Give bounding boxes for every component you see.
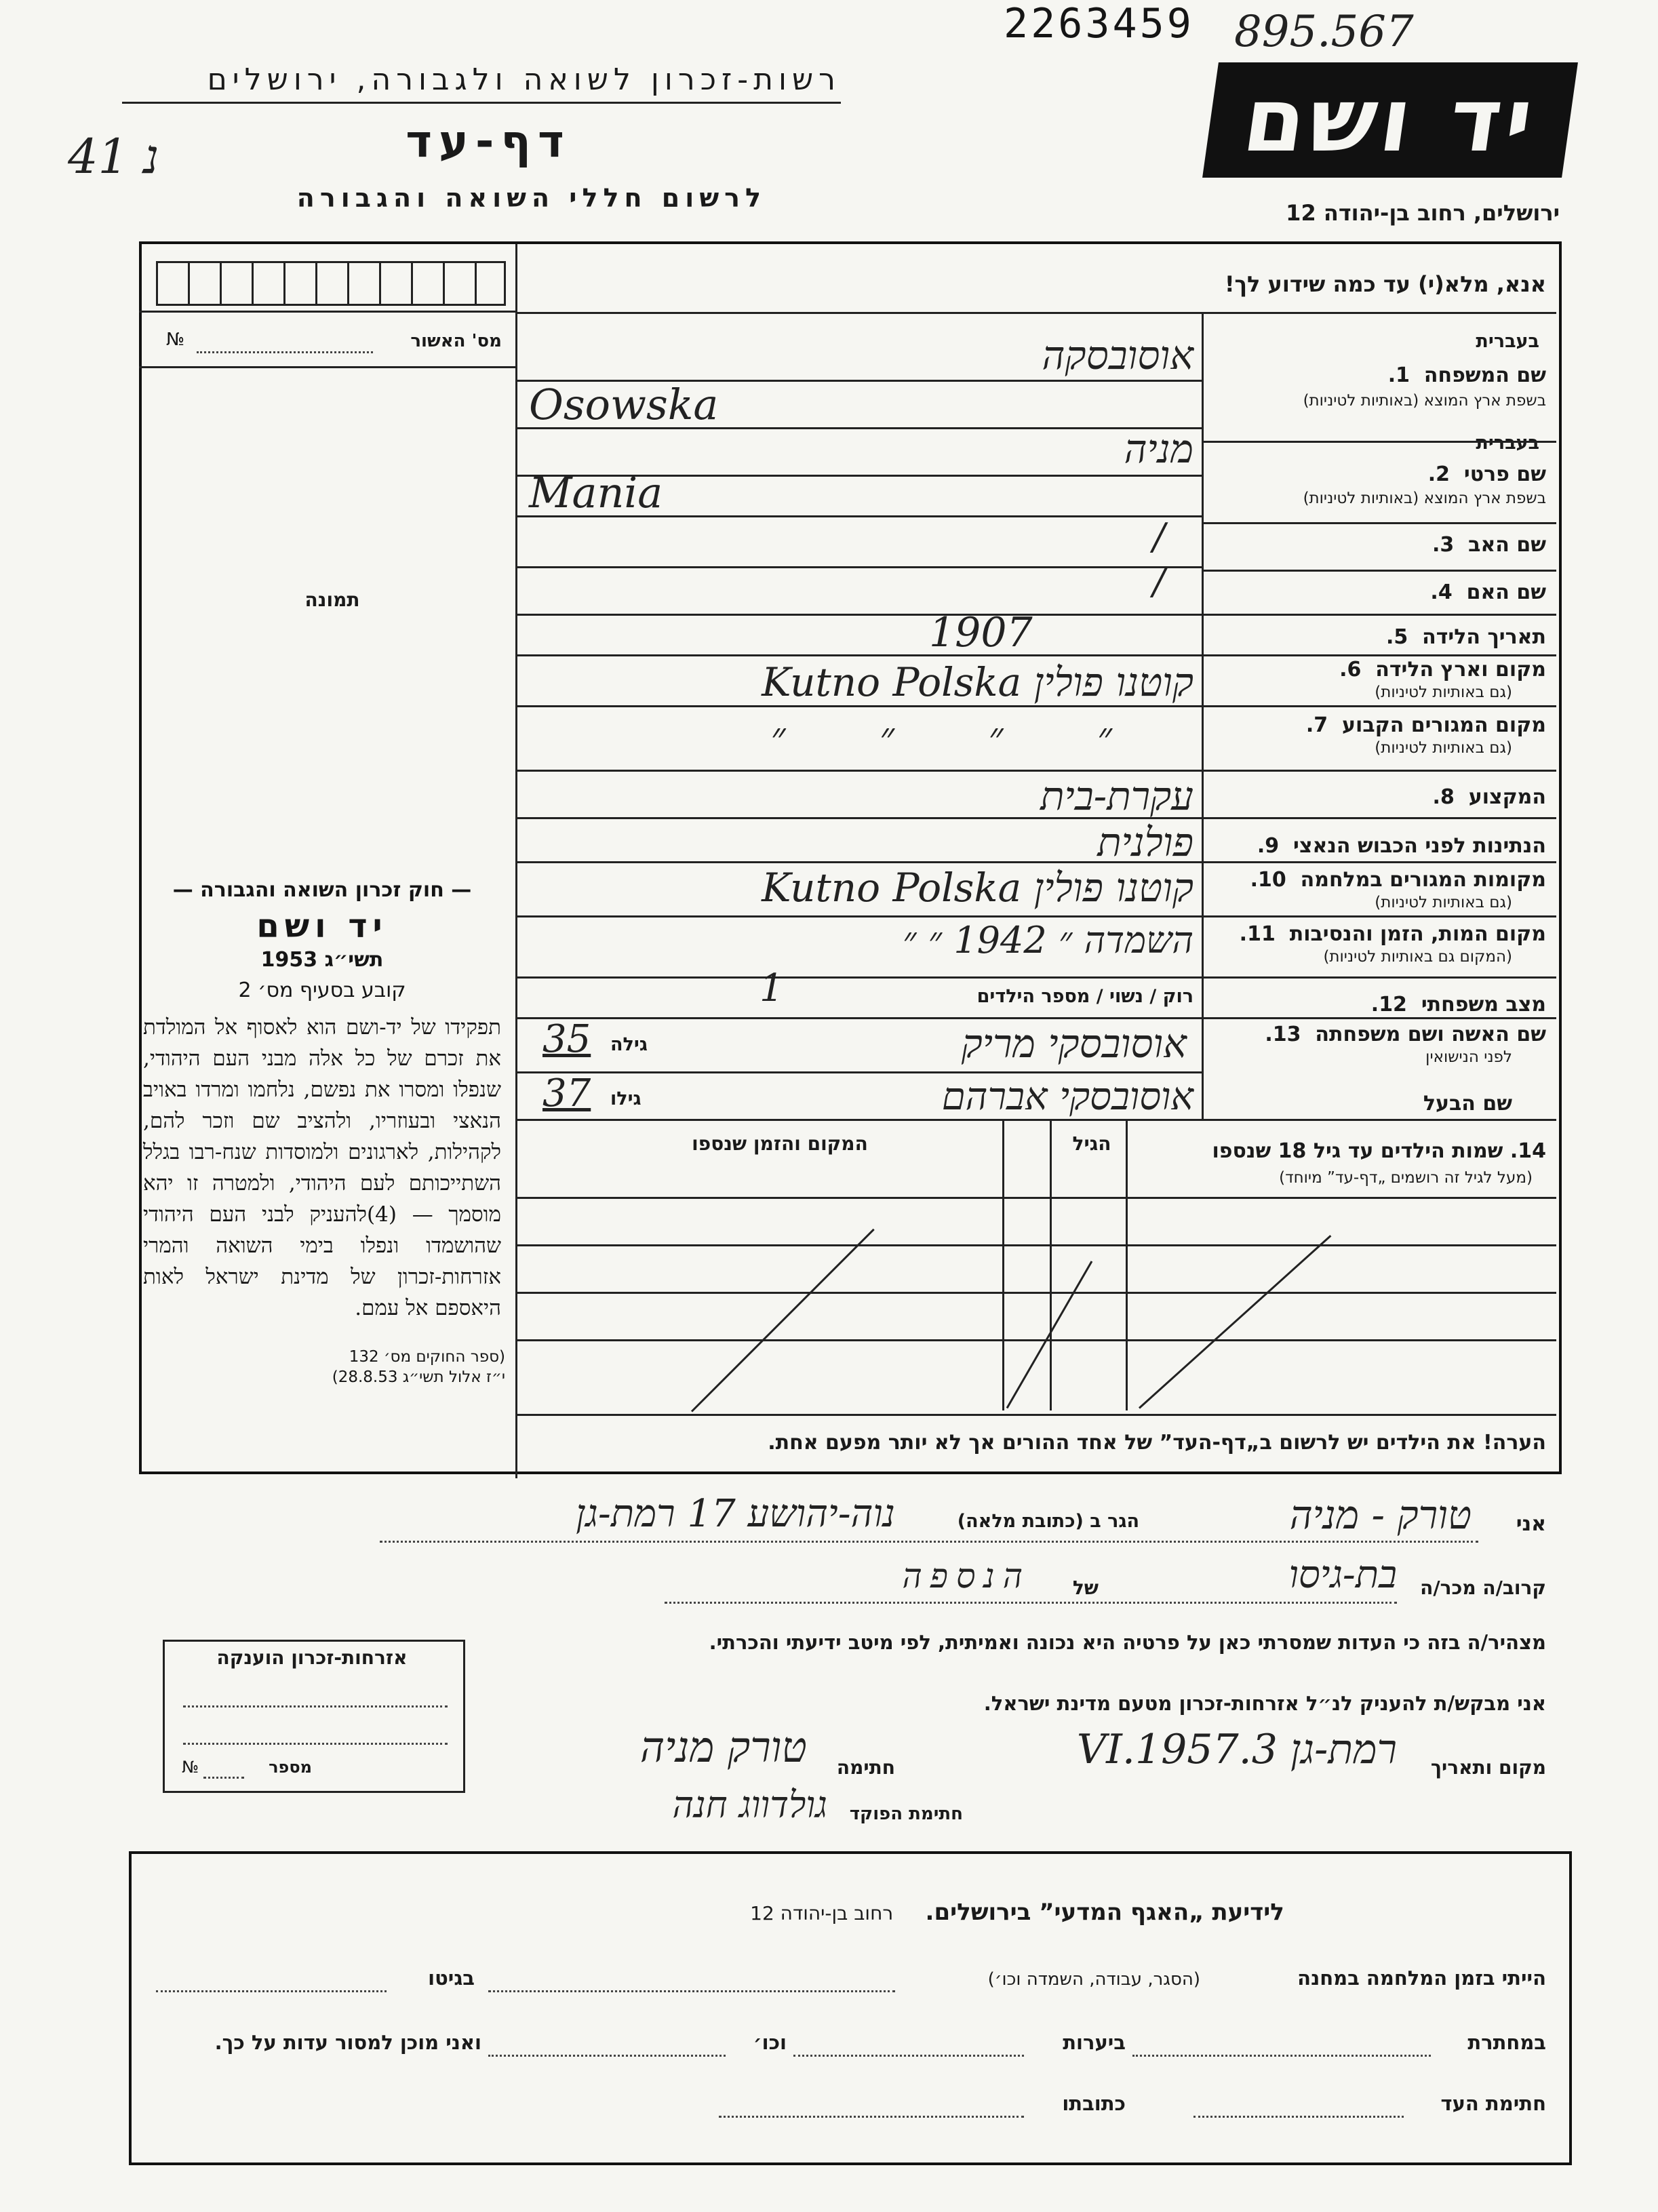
law-text-box <box>139 878 505 1482</box>
field-1-value-latin[interactable]: Osowska <box>529 380 719 429</box>
handwritten-margin-note: נ 41 <box>68 129 159 184</box>
law-source-date: י״ז אלול תשי״ג 28.8.53) <box>332 1368 505 1386</box>
field-4-num: 4. <box>1430 580 1453 604</box>
field-5-value[interactable]: 1907 <box>929 609 1033 656</box>
field-8-value[interactable]: עקרת-בית <box>1040 773 1193 819</box>
field-6-num: 6. <box>1339 658 1362 682</box>
org-underline <box>122 102 841 104</box>
field-2-name: שם פרטי <box>1463 462 1546 486</box>
decl-ani: אני <box>1516 1512 1546 1536</box>
children-sub: (מעל לגיל זה רושמים „דף-עד” מיוחד) <box>1279 1169 1533 1187</box>
decl-shel: של <box>1072 1577 1099 1599</box>
field-10-sub: (גם באותיות לטיניות) <box>1375 894 1512 911</box>
stamp-number: 2263459 <box>1004 0 1194 47</box>
field-13-num: 13. <box>1265 1023 1301 1046</box>
children-col-age: הגיל <box>1072 1132 1111 1155</box>
footer-line3-b: כתובתו <box>1062 2092 1126 2115</box>
field-1-num: 1. <box>1387 363 1410 387</box>
law-source: (ספר החוקים מס׳ 132 <box>349 1348 505 1366</box>
approval-label: מס' האשור <box>410 331 502 351</box>
yad-vashem-logo: יד ושם <box>1202 62 1578 178</box>
children-note: הערה! את הילדים יש לרשום ב„דף-העד” של אחד ההורים אך לא יותר מפעם אחת. <box>768 1431 1546 1455</box>
decl-relative-value[interactable]: בת-גיסו <box>1288 1553 1397 1597</box>
footer-camp-line[interactable] <box>488 1990 895 1992</box>
field-4-name: שם האם <box>1466 580 1546 604</box>
footer-line2-b: ביערות <box>1063 2031 1126 2054</box>
field-10-num: 10. <box>1250 868 1286 892</box>
field-1-sub: בשפת ארץ המוצא (באותיות לטיניות) <box>1303 392 1546 410</box>
form-subtitle: לרשום חללי השואה והגבורה <box>296 183 766 213</box>
field-11-num: 11. <box>1239 922 1276 946</box>
field-12-sub-inline: רוק / נשוי / מספר הילדים <box>976 986 1193 1007</box>
age-husband-value[interactable]: 37 <box>542 1071 591 1115</box>
decl-statement: מצהיר/ה בזה כי העדות שמסרתי כאן על פרטיה היא נכונה ואמיתית, לפי מיטב ידיעתי והכרתי. <box>709 1631 1546 1654</box>
law-name: יד ושם <box>256 907 388 945</box>
photo-label: תמונה <box>304 589 360 611</box>
decl-address-value[interactable]: נוה-יהושע 17 רמת-גן <box>576 1492 895 1536</box>
footer-etc-line[interactable] <box>488 2055 726 2057</box>
field-5-name: תאריך הלידה <box>1422 625 1546 649</box>
field-3-num: 3. <box>1432 533 1455 557</box>
field-11-name: מקום המות, הזמן והנסיבות <box>1289 922 1546 946</box>
age-wife-value[interactable]: 35 <box>542 1017 591 1061</box>
footer-forest-line[interactable] <box>793 2055 1024 2057</box>
field-10-label <box>1250 868 1546 892</box>
footer-title-text: לידיעת „האגף המדעי” בירושלים. <box>925 1899 1284 1926</box>
decl-place-date-label: מקום ותאריך <box>1430 1756 1546 1779</box>
age-wife-label: גילה <box>610 1034 648 1055</box>
decl-place-date-value[interactable]: רמת-גן 3.VI.1957 <box>1076 1726 1397 1773</box>
children-label: 14. שמות הילדים עד גיל 18 שנספו <box>1212 1139 1546 1163</box>
lang-hebrew-1: בעברית <box>1476 331 1539 352</box>
field-2-value-latin[interactable]: Mania <box>529 468 663 517</box>
field-12-num: 12. <box>1370 993 1407 1016</box>
field-2-num: 2. <box>1427 462 1450 486</box>
field-7-label <box>1306 713 1546 737</box>
org-line: רשות-זכרון לשואה ולגבורה, ירושלים <box>207 62 841 97</box>
field-3-name: שם האב <box>1468 533 1546 557</box>
field-12-label <box>1371 993 1546 1016</box>
law-year: תשי״ג 1953 <box>260 948 384 972</box>
field-4-value[interactable]: / <box>1153 560 1166 603</box>
field-3-label <box>1432 533 1546 557</box>
field-13-name: שם האשה ושם משפחתה <box>1315 1023 1546 1046</box>
citizenship-number-label: מספר <box>269 1758 312 1777</box>
address: ירושלים, רחוב בן-יהודה 12 <box>1286 200 1560 226</box>
field-1-value-hebrew[interactable]: אוסובסקה <box>1042 332 1193 378</box>
field-11-value[interactable]: השמדה ״ 1942 ״ ״ <box>902 919 1193 962</box>
decl-address-label: הגר ב (כתובת מלאה) <box>957 1511 1139 1532</box>
field-8-label <box>1433 785 1546 809</box>
field-9-label <box>1257 834 1546 858</box>
law-body: תפקידו של יד-ושם הוא לאסוף אל המולדת את זכרם של כל אלה מבני העם היהודי, שנפלו ומסרו את נפשם, נלחמו ומרדו באויב הנאצי ובעוזריו, ולהציב שם וזכר להם, לקהילות, לארגונים ולמוסדות שנח-רבו בגלל השתייכותם לעם היהודי, ולמטרה זו יהא מוסמך — (4)להעניק לבני העם היהודי שהושמדו ונפלו בימי השואה והמרי אזרחות-זכרון של מדינת ישראל לאות היאספם אל עמם. <box>143 1015 501 1320</box>
footer-line3-a: חתימת העד <box>1440 2092 1546 2115</box>
field-8-name: המקצוע <box>1468 785 1546 809</box>
footer-line2-c: וכו׳ <box>753 2031 787 2054</box>
citizenship-title: אזרחות-זכרון הוענקה <box>216 1646 408 1669</box>
approval-line[interactable] <box>197 351 373 353</box>
decl-signature-label: חתימה <box>836 1756 895 1779</box>
field-7-sub: (גם באותיות לטיניות) <box>1375 739 1512 757</box>
decl-officer-label: חתימת הפוקד <box>849 1804 963 1824</box>
husband-value[interactable]: אוסובסקי אברהם <box>941 1075 1193 1119</box>
field-11-sub: (המקום גם באותיות לטיניות) <box>1323 948 1512 966</box>
field-11-label <box>1240 922 1546 946</box>
footer-underground-line[interactable] <box>1132 2055 1431 2057</box>
field-7-value[interactable]: ״ ״ ״ ״ <box>770 713 1153 759</box>
field-8-num: 8. <box>1432 785 1455 809</box>
field-10-name: מקומות המגורים במלחמה <box>1300 868 1546 892</box>
decl-officer-value[interactable]: גולדווג חנה <box>672 1783 827 1826</box>
citizenship-no-sign: № <box>182 1758 199 1777</box>
field-13-sub: לפני הנישואין <box>1425 1048 1512 1066</box>
field-5-label <box>1386 625 1546 649</box>
decl-signature-value[interactable]: טורק מניה <box>639 1722 807 1772</box>
law-title: — חוק זכרון השואה והגבורה — <box>172 878 472 902</box>
decl-deceased: הנספה <box>902 1556 1031 1596</box>
children-col-place: המקום והזמן שנספו <box>692 1132 868 1155</box>
footer-line1-b: (הסגר, עבודה, השמדה וכו׳) <box>987 1969 1200 1990</box>
footer-ghetto-line[interactable] <box>156 1990 387 1992</box>
field-3-value[interactable]: / <box>1153 515 1166 558</box>
field-9-name: הנתינות לפני הכבוש הנאצי <box>1293 834 1546 858</box>
field-10-value[interactable]: קוטנו פולין Kutno Polska <box>762 865 1193 911</box>
approval-no-sign: № <box>166 330 185 350</box>
field-2-value-hebrew[interactable]: מניה <box>1124 426 1193 472</box>
decl-request: אני מבקש/ת להעניק לנ״ל אזרחות-זכרון מטעם מדינת ישראל. <box>983 1692 1546 1715</box>
footer-line2-d: ואני מוכן למסור עדות על כך. <box>214 2031 481 2054</box>
decl-relative-label: קרוב/ה מכר/ה <box>1420 1577 1546 1599</box>
lang-hebrew-2: בעברית <box>1476 433 1539 454</box>
field-6-label <box>1339 658 1546 682</box>
footer-witness-sign-line[interactable] <box>1193 2116 1404 2118</box>
field-6-name: מקום וארץ הלידה <box>1375 658 1546 682</box>
footer-line1-c: בגיטו <box>428 1967 475 1990</box>
age-husband-label: גילו <box>610 1088 642 1109</box>
approval-code-boxes[interactable] <box>156 261 506 306</box>
field-13-value[interactable]: אוסובסקי מריק <box>961 1021 1187 1067</box>
footer-address: רחוב בן-יהודה 12 <box>750 1902 894 1924</box>
field-husband-label: שם הבעל <box>1423 1092 1512 1115</box>
field-1-name: שם המשפחה <box>1423 363 1546 387</box>
form-title: דף-עד <box>406 115 571 167</box>
field-6-value[interactable]: קוטנו פולין Kutno Polska <box>762 659 1193 705</box>
instruction-line: אנא, מלא(י) עד כמה שידוע לך! <box>1224 271 1546 297</box>
field-2-label <box>1428 462 1546 486</box>
field-7-name: מקום המגורים הקבוע <box>1342 713 1546 737</box>
field-5-num: 5. <box>1385 625 1408 649</box>
field-13-label <box>1265 1023 1546 1046</box>
field-12-value[interactable]: 1 <box>759 966 784 1010</box>
law-clause: קובע בסעיף מס׳ 2 <box>238 979 406 1002</box>
field-7-num: 7. <box>1305 713 1328 737</box>
field-2-sub: בשפת ארץ המוצא (באותיות לטיניות) <box>1303 490 1546 507</box>
footer-witness-address-line[interactable] <box>719 2116 1024 2118</box>
handwritten-ref: 895.567 <box>1234 7 1414 57</box>
field-6-sub: (גם באותיות לטיניות) <box>1375 684 1512 701</box>
field-4-label <box>1430 580 1546 604</box>
field-12-name: מצב משפחתי <box>1421 993 1546 1016</box>
footer-line2-a: במחתרת <box>1467 2031 1546 2054</box>
field-9-num: 9. <box>1257 834 1280 858</box>
footer-line1-a: הייתי בזמן המלחמה במחנה <box>1297 1967 1546 1990</box>
field-1-label <box>1388 363 1546 387</box>
decl-name-value[interactable]: טורק - מניה <box>1289 1492 1472 1538</box>
field-9-value[interactable]: פולנית <box>1097 819 1193 865</box>
footer-title <box>542 1899 1492 1926</box>
